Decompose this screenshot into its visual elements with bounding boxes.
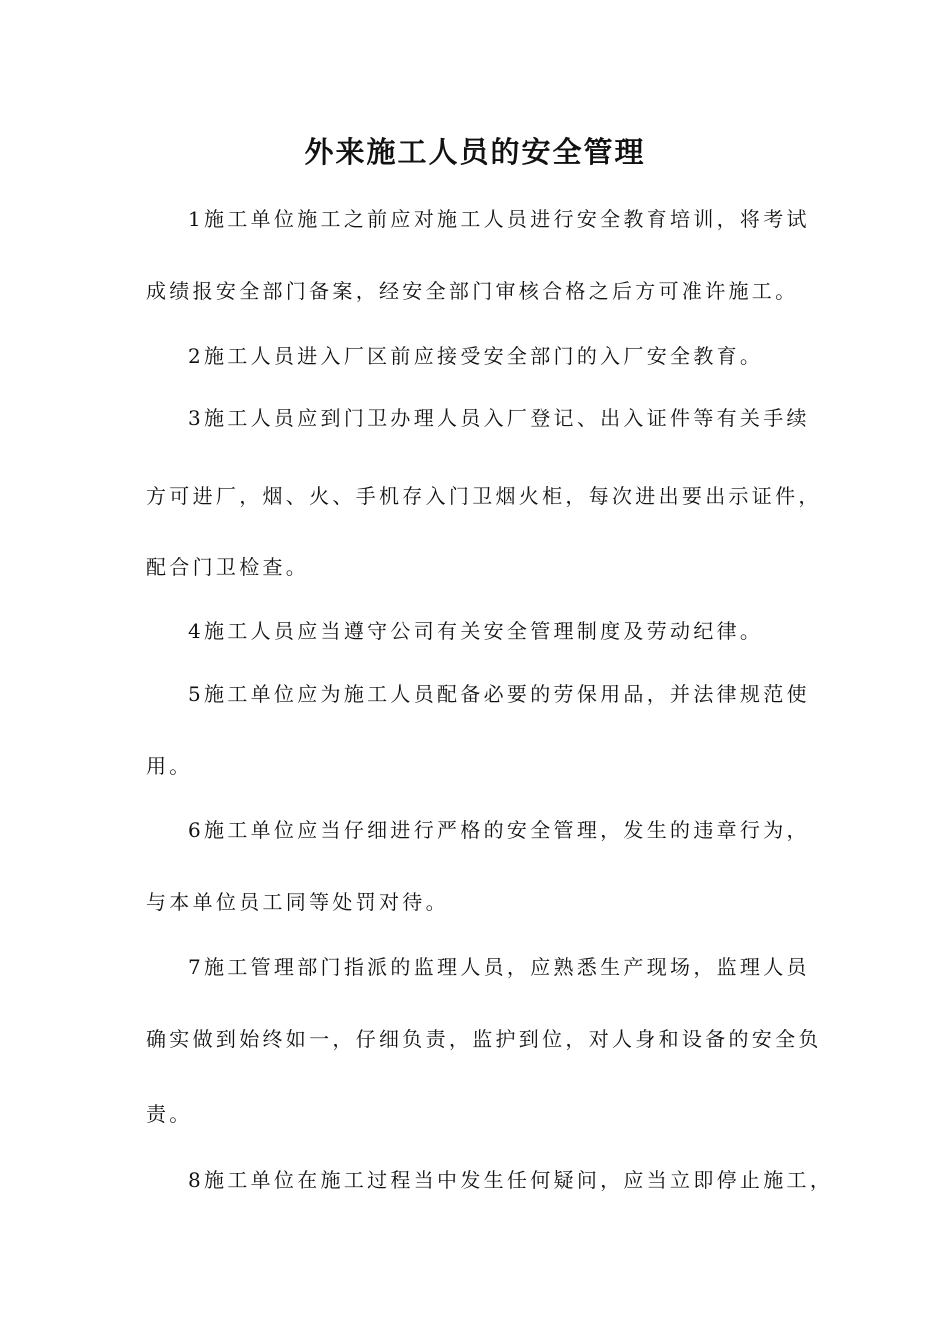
paragraph-3-line-2: 方可进厂，烟、火、手机存入门卫烟火柜，每次进出要出示证件，: [146, 484, 822, 508]
paragraph-7-line-2: 确实做到始终如一，仔细负责，监护到位，对人身和设备的安全负: [146, 1027, 822, 1051]
paragraph-1-line-2: 成绩报安全部门备案，经安全部门审核合格之后方可准许施工。: [146, 279, 799, 303]
paragraph-3-line-3: 配合门卫检查。: [146, 555, 310, 579]
paragraph-2-line-1: 2施工人员进入厂区前应接受安全部门的入厂安全教育。: [188, 344, 764, 368]
document-title: 外来施工人员的安全管理: [304, 135, 646, 169]
paragraph-7-line-3: 责。: [146, 1102, 193, 1126]
paragraph-1-line-1: 1施工单位施工之前应对施工人员进行安全教育培训，将考试: [188, 207, 810, 231]
paragraph-6-line-1: 6施工单位应当仔细进行严格的安全管理，发生的违章行为，: [188, 818, 810, 842]
paragraph-3-line-1: 3施工人员应到门卫办理人员入厂登记、出入证件等有关手续: [188, 406, 810, 430]
paragraph-8-line-1: 8施工单位在施工过程当中发生任何疑问，应当立即停止施工，: [188, 1168, 834, 1192]
paragraph-4-line-1: 4施工人员应当遵守公司有关安全管理制度及劳动纪律。: [188, 619, 764, 643]
paragraph-7-line-1: 7施工管理部门指派的监理人员，应熟悉生产现场，监理人员: [188, 955, 810, 979]
paragraph-6-line-2: 与本单位员工同等处罚对待。: [146, 890, 449, 914]
paragraph-5-line-1: 5施工单位应为施工人员配备必要的劳保用品，并法律规范使: [188, 682, 810, 706]
paragraph-5-line-2: 用。: [146, 754, 193, 778]
